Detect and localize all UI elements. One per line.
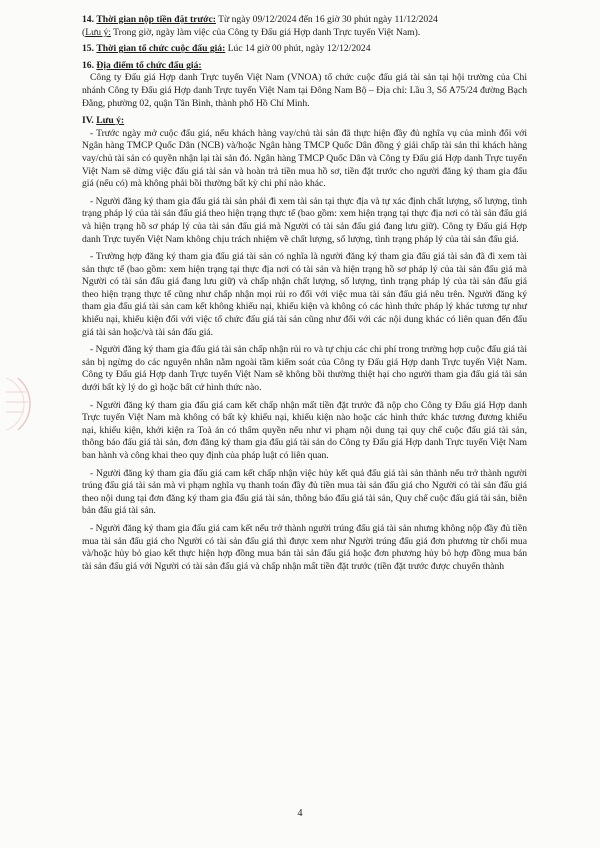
section-14-title: Thời gian nộp tiền đặt trước: [96, 14, 216, 25]
section-15 [82, 43, 527, 56]
section-15-title: Thời gian tổ chức cuộc đấu giá: [96, 43, 226, 55]
section-15-number: 15. [82, 43, 94, 55]
section-iv-number: IV. [82, 115, 94, 127]
section-14-text: Từ ngày 09/12/2024 đến 16 giờ 30 phút ngày 11/12/2024 [218, 14, 438, 25]
section-16-number: 16. [82, 59, 94, 71]
note-item-2: - Người đăng ký tham gia đấu giá tài sản phải đi xem tài sản tại thực địa và tự xác định chất lượng, số lượng, tình trạng pháp lý của tài sản đấu giá theo hiện trạng thực tế (bao gồm: xem hiện trạng tại thực địa nơi có tài sản đấu giá và hiện trạng hồ sơ pháp lý của tài sản đấu giá mà Người có tài sản đấu giá đang lưu giữ). Công ty Đấu giá Hợp danh Trực tuyến Việt Nam không chịu trách nhiệm về chất lượng, số lượng, tình trạng pháp lý của tài sản đấu giá. [82, 195, 527, 245]
section-14-number: 14. [82, 14, 94, 25]
section-15-text: Lúc 14 giờ 00 phút, ngày 12/12/2024 [227, 43, 371, 55]
document-body [82, 14, 527, 578]
section-16-text: Công ty Đấu giá Hợp danh Trực tuyến Việt Nam (VNOA) tổ chức cuộc đấu giá tài sản tại hội trường của Chi nhánh Công ty Đấu giá Hợp danh Trực tuyến Việt Nam tại Đông Nam Bộ – Địa chỉ: Lầu 3, Số A75/24 đường Bạch Đằng, phường 02, quận Tân Bình, thành phố Hồ Chí Minh. [82, 72, 527, 109]
section-14-note-label: Lưu ý: [85, 26, 111, 38]
note-item-1: - Trước ngày mở cuộc đấu giá, nếu khách hàng vay/chủ tài sản đã thực hiện đầy đủ nghĩa vụ của mình đối với Ngân hàng TMCP Quốc Dân (NCB) và/hoặc Ngân hàng TMCP Quốc Dân đồng ý giải chấp tài sản thì khách hàng vay/chủ tài sản có quyền nhận lại tài sản đó. Ngân hàng TMCP Quốc Dân và Công ty Đấu giá Hợp danh Trực tuyến Việt Nam sẽ dừng việc đấu giá tài sản và hoàn trả tiền mua hồ sơ, tiền đặt trước cho người đăng ký tham gia đấu giá (nếu có) mà không phải bồi thường bất kỳ chi phí nào khác. [82, 127, 527, 190]
note-item-6: - Người đăng ký tham gia đấu giá cam kết chấp nhận việc hủy kết quả đấu giá tài sản thành nếu trở thành người trúng đấu giá tài sản mà vi phạm nghĩa vụ thanh toán đầy đủ tiền mua tài sản đấu giá cho Người có tài sản đấu giá theo nội dung tại đơn đăng ký tham gia đấu giá tài sản, thông báo đấu giá tài sản, Quy chế cuộc đấu giá tài sản, biên bản đấu giá tài sản. [82, 467, 527, 517]
section-16-title: Địa điểm tổ chức đấu giá: [96, 59, 202, 71]
note-item-5: - Người đăng ký tham gia đấu giá cam kết chấp nhận mất tiền đặt trước đã nộp cho Công ty Đấu giá Hợp danh Trực tuyến Việt Nam mà không có bất kỳ khiếu nại, khiếu kiện nào hoặc các hình thức khác tương đương khiếu nại, khiếu kiện, khởi kiện ra Toà án có thẩm quyền nếu như vi phạm nội dung tại quy chế cuộc đấu giá tài sản, thông báo đấu giá tài sản, đơn đăng ký tham gia đấu giá tài sản do Công ty Đấu giá Hợp danh Trực tuyến Việt Nam ban hành và công khai theo quy định của pháp luật có liên quan. [82, 399, 527, 461]
note-item-7: - Người đăng ký tham gia đấu giá cam kết nếu trở thành người trúng đấu giá tài sản nhưng không nộp đầy đủ tiền mua tài sản đấu giá cho Người có tài sản đấu giá thì được xem như Người trúng đấu giá đơn phương từ chối mua và/hoặc hủy bỏ giao kết thực hiện hợp đồng mua bán tài sản đấu giá hoặc đơn phương hủy bỏ hợp đồng mua bán tài sản đấu giá với Người có tài sản đấu giá và chấp nhận mất tiền đặt trước (tiền đặt trước được chuyển thành [82, 522, 527, 572]
section-14 [82, 14, 527, 27]
section-16 [82, 60, 527, 73]
section-14-note: (Lưu ý: Trong giờ, ngày làm việc của Công ty Đấu giá Hợp danh Trực tuyến Việt Nam). [82, 26, 421, 38]
note-item-4: - Người đăng ký tham gia đấu giá tài sản chấp nhận rủi ro và tự chịu các chi phí trong trường hợp cuộc đấu giá tài sản bị ngừng do các nguyên nhân nằm ngoài tầm kiểm soát của Công ty Đấu giá Hợp danh Trực tuyến Việt Nam. Công ty Đấu giá Hợp danh Trực tuyến Việt Nam sẽ không bồi thường thiệt hại cho người tham gia đấu giá tài sản dưới bất kỳ lý do gì hoặc bất cứ hình thức nào. [82, 344, 527, 394]
page-number: 4 [297, 808, 303, 819]
note-item-3: - Trường hợp đăng ký tham gia đấu giá tài sản có nghĩa là người đăng ký tham gia đấu giá tài sản đã đi xem tài sản thực tế (bao gồm: xem hiện trạng tại thực địa nơi có tài sản và hiện trạng hồ sơ pháp lý của tài sản đấu giá mà Người có tài sản đấu giá đang lưu giữ) và chấp nhận chất lượng, số lượng, tình trạng pháp lý của tài sản đấu giá theo hiện trạng thực tế cũng như chấp nhận mọi rủi ro đối với việc mua tài sản đấu giá nêu trên. Người đăng ký tham gia đấu giá tài sản cam kết không khiếu nại, khiếu kiện và không có các hình thức pháp lý khác tương tự như khiếu nại, khiếu kiện đối với việc tổ chức đấu giá tài sản cũng như đối với các nội dung khác có liên quan đến đấu giá tài sản hoặc/và tài sản đấu giá. [82, 251, 527, 338]
section-14-note-text: Trong giờ, ngày làm việc của Công ty Đấu giá Hợp danh Trực tuyến Việt Nam). [113, 26, 421, 38]
red-stamp-fragment-icon [0, 378, 40, 430]
section-iv-title: Lưu ý: [96, 115, 125, 127]
section-iv [82, 115, 527, 128]
